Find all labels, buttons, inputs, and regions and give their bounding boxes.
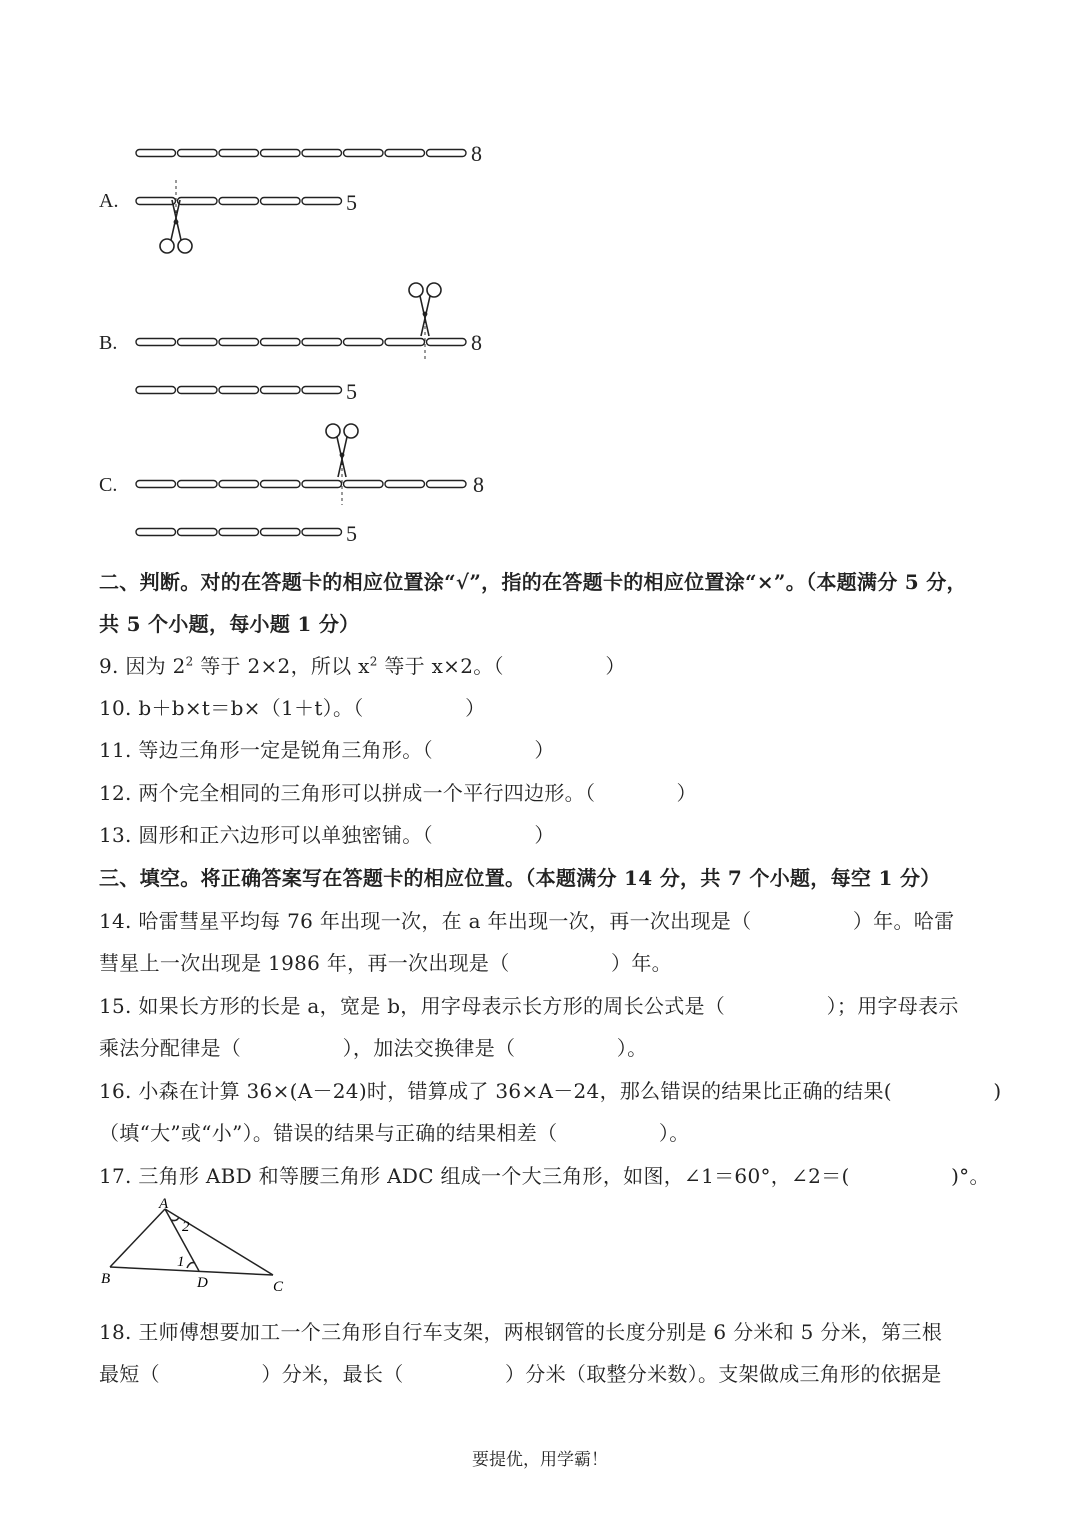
scissors-part — [178, 239, 192, 253]
option-c-bar-8 — [136, 481, 466, 488]
stick-segment — [427, 150, 467, 157]
stick-segment — [178, 529, 218, 536]
option-a-scissors-icon — [160, 200, 192, 253]
q9-text-b: 等于 2×2，所以 x — [193, 654, 370, 678]
section2-header-line2: 共 5 个小题，每小题 1 分） — [99, 612, 360, 636]
label-b: B — [101, 1271, 111, 1287]
stick-segment — [302, 339, 342, 346]
option-c-letter: C. — [99, 474, 118, 496]
q9-text-c: 等于 x×2。（ ） — [377, 654, 626, 678]
q9-sup-2: 2 — [369, 654, 378, 669]
question-13: 13. 圆形和正六边形可以单独密铺。（ ） — [99, 823, 555, 847]
stick-segment — [136, 339, 176, 346]
stick-segment — [385, 339, 425, 346]
stick-segment — [344, 339, 384, 346]
angle-1-arc — [187, 1263, 195, 1268]
option-c-bar-label-5: 5 — [346, 521, 357, 546]
stick-segment — [178, 339, 218, 346]
stick-segment — [178, 150, 218, 157]
scissors-part — [340, 453, 343, 456]
question-9 — [99, 650, 626, 679]
question-12: 12. 两个完全相同的三角形可以拼成一个平行四边形。（ ） — [99, 781, 697, 805]
question-16-line1: 16. 小森在计算 36×(A－24)时，错算成了 36×A－24，那么错误的结果比正确的结果( ) — [99, 1079, 1002, 1103]
question-16-line2: （填“大”或“小”）。错误的结果与正确的结果相差（ ）。 — [99, 1121, 690, 1145]
option-a-letter: A. — [99, 190, 119, 212]
stick-segment — [219, 481, 259, 488]
stick-cutting-figure — [0, 0, 1080, 560]
question-15-line2: 乘法分配律是（ ），加法交换律是（ ）。 — [99, 1036, 648, 1060]
scissors-part — [326, 424, 340, 438]
question-14-line2: 彗星上一次出现是 1986 年，再一次出现是（ ）年。 — [99, 951, 672, 975]
page-footer: 要提优，用学霸！ — [472, 1450, 608, 1470]
stick-segment — [385, 481, 425, 488]
q9-text-a: 9. 因为 2 — [99, 654, 186, 678]
stick-segment — [302, 481, 342, 488]
stick-segment — [261, 339, 301, 346]
stick-segment — [427, 481, 467, 488]
question-14-line1: 14. 哈雷彗星平均每 76 年出现一次，在 a 年出现一次，再一次出现是（ ）年。哈雷 — [99, 909, 955, 933]
stick-segment — [178, 481, 218, 488]
stick-segment — [261, 529, 301, 536]
stick-segment — [261, 150, 301, 157]
option-b-letter: B. — [99, 332, 118, 354]
stick-segment — [136, 150, 176, 157]
stick-segment — [302, 529, 342, 536]
stick-segment — [219, 529, 259, 536]
question-15-line1: 15. 如果长方形的长是 a，宽是 b，用字母表示长方形的周长公式是（ ）；用字母表示 — [99, 994, 959, 1018]
q9-sup-1: 2 — [185, 654, 194, 669]
stick-segment — [219, 387, 259, 394]
option-b-bar-5 — [136, 387, 342, 394]
label-c: C — [273, 1279, 284, 1295]
option-a-bar-5 — [136, 198, 342, 205]
stick-segment — [427, 339, 467, 346]
stick-segment — [385, 150, 425, 157]
question-10: 10. b＋b×t＝b×（1＋t）。（ ） — [99, 696, 486, 720]
triangle-figure — [95, 1195, 295, 1300]
scissors-part — [160, 239, 174, 253]
segment-bc — [110, 1267, 273, 1275]
question-18-line2: 最短（ ）分米，最长（ ）分米（取整分米数）。支架做成三角形的依据是 — [99, 1362, 942, 1386]
segment-ab — [110, 1209, 165, 1267]
stick-segment — [219, 198, 259, 205]
stick-segment — [261, 198, 301, 205]
stick-segment — [261, 387, 301, 394]
label-d: D — [197, 1275, 208, 1291]
question-11: 11. 等边三角形一定是锐角三角形。（ ） — [99, 738, 555, 762]
stick-segment — [344, 150, 384, 157]
stick-segment — [136, 481, 176, 488]
stick-segment — [219, 339, 259, 346]
label-a: A — [159, 1196, 169, 1212]
scissors-part — [427, 283, 441, 297]
stick-segment — [344, 481, 384, 488]
top-bar-label: 8 — [471, 141, 482, 166]
scissors-part — [409, 283, 423, 297]
stick-segment — [178, 198, 218, 205]
stick-segment — [136, 529, 176, 536]
scissors-part — [174, 220, 177, 223]
label-angle-2: 2 — [182, 1219, 190, 1235]
question-18-line1: 18. 王师傅想要加工一个三角形自行车支架，两根钢管的长度分别是 6 分米和 5 分米，第三根 — [99, 1320, 943, 1344]
stick-segment — [136, 387, 176, 394]
stick-segment — [302, 150, 342, 157]
scissors-part — [344, 424, 358, 438]
option-c-bar-label-8: 8 — [473, 472, 484, 497]
stick-segment — [178, 387, 218, 394]
option-a-bar-label: 5 — [346, 190, 357, 215]
option-b-bar-8 — [136, 339, 466, 346]
option-b-bar-label-5: 5 — [346, 379, 357, 404]
question-17: 17. 三角形 ABD 和等腰三角形 ADC 组成一个大三角形，如图，∠1＝60°，∠2＝( )°。 — [99, 1164, 990, 1188]
stick-segment — [302, 387, 342, 394]
stick-segment — [219, 150, 259, 157]
option-c-bar-5 — [136, 529, 342, 536]
scissors-part — [423, 312, 426, 315]
stick-segment — [261, 481, 301, 488]
stick-segment — [136, 198, 176, 205]
top-bar-8 — [136, 150, 466, 157]
option-b-bar-label-8: 8 — [471, 330, 482, 355]
stick-segment — [302, 198, 342, 205]
section2-header-line1: 二、判断。对的在答题卡的相应位置涂“√”，指的在答题卡的相应位置涂“×”。（本题满分 5 分， — [99, 570, 967, 594]
label-angle-1: 1 — [177, 1254, 185, 1270]
section3-header: 三、填空。将正确答案写在答题卡的相应位置。（本题满分 14 分，共 7 个小题，每空 1 分） — [99, 866, 941, 890]
